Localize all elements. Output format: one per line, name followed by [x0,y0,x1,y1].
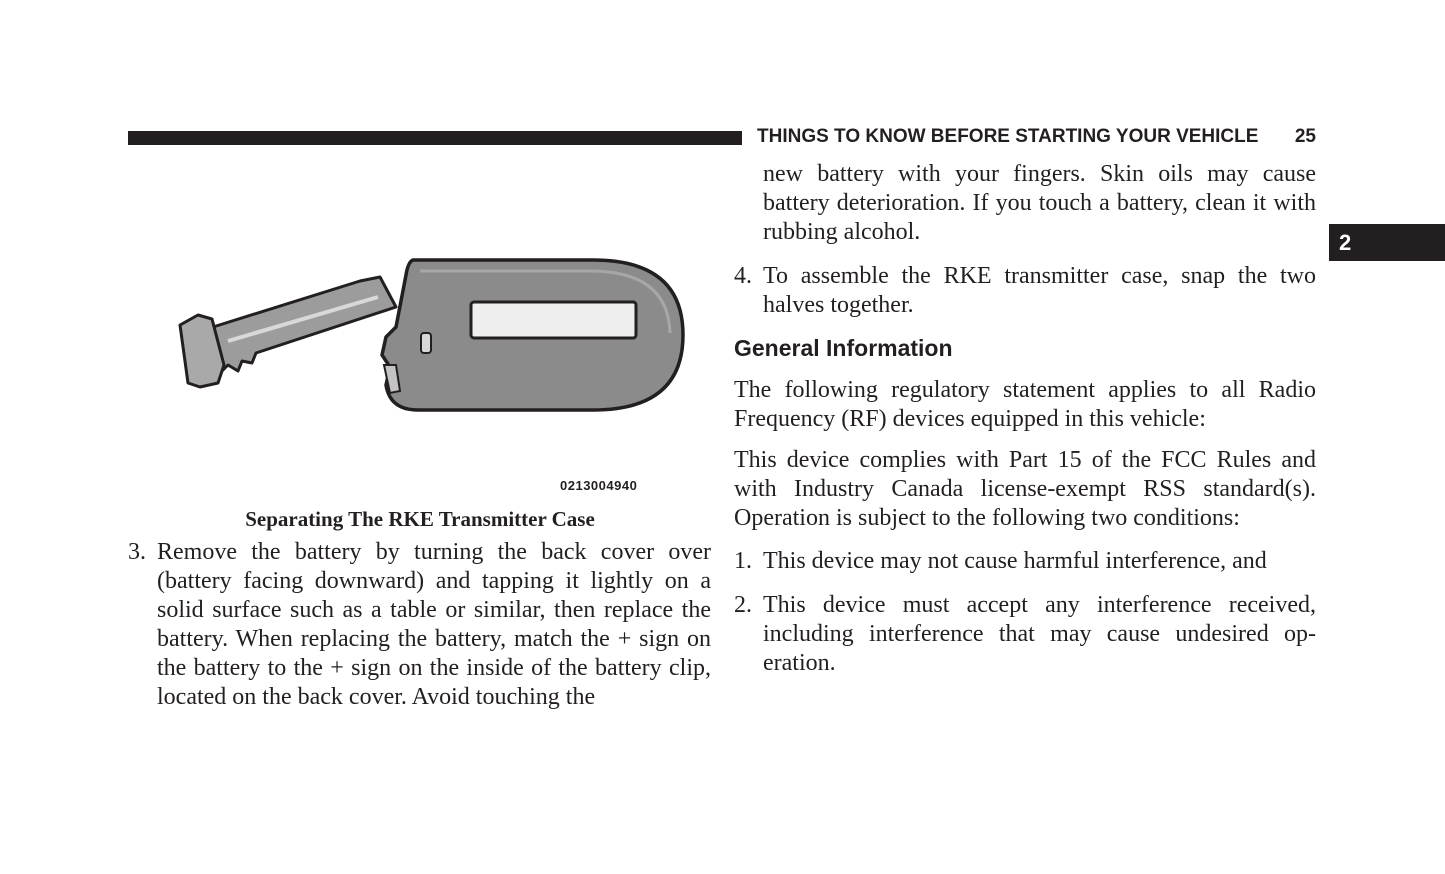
right-column [734,160,1316,678]
paragraph: The following regulatory statement applies to all Radio Frequency (RF) devices equipped in this vehicle: [734,377,1316,432]
paragraph: This device complies with Part 15 of the FCC Rules and with Industry Canada license-exempt RSS standard(s). Operation is subject to the following two conditions: [734,447,1316,531]
item-number: 2. [734,592,752,618]
item-text: To assemble the RKE transmitter case, snap the two halves together. [763,263,1316,318]
list-item [734,591,1316,678]
continued-paragraph: new battery with your fingers. Skin oils may cause battery deterioration. If you touch a battery, clean it with rubbing alcohol. [763,161,1316,245]
rke-transmitter-figure [128,215,712,500]
item-text: Remove the battery by turning the back cover over (battery facing downward) and tapping it lightly on a solid surface such as a table or similar, then replace the battery. When replacing the battery, match the + sign on the battery to the + sign on the inside of the battery clip, located on the back cover. Avoid touching the [157,539,711,710]
fob-label-window [471,302,636,338]
list-item [128,538,711,712]
header-rule [128,131,742,145]
chapter-tab: 2 [1329,224,1445,261]
item-number: 3. [128,539,146,565]
item-text: This device may not cause harmful interference, and [763,548,1267,574]
list-item [734,262,1316,320]
running-header [757,126,1316,148]
fob-release-button [421,333,431,353]
left-column [128,538,711,712]
figure-code: 0213004940 [560,478,638,493]
item-text: This device must accept any interference received, including interference that may cause undesired op-eration. [763,592,1316,676]
list-item [734,547,1316,576]
page-number: 25 [1294,126,1316,147]
key-fob-illustration [128,215,712,500]
item-number: 4. [734,263,752,289]
section-heading: General Information [734,335,953,361]
item-number: 1. [734,548,752,574]
figure-caption: Separating The RKE Transmitter Case [245,507,595,531]
section-title: THINGS TO KNOW BEFORE STARTING YOUR VEHICLE [757,126,1259,147]
